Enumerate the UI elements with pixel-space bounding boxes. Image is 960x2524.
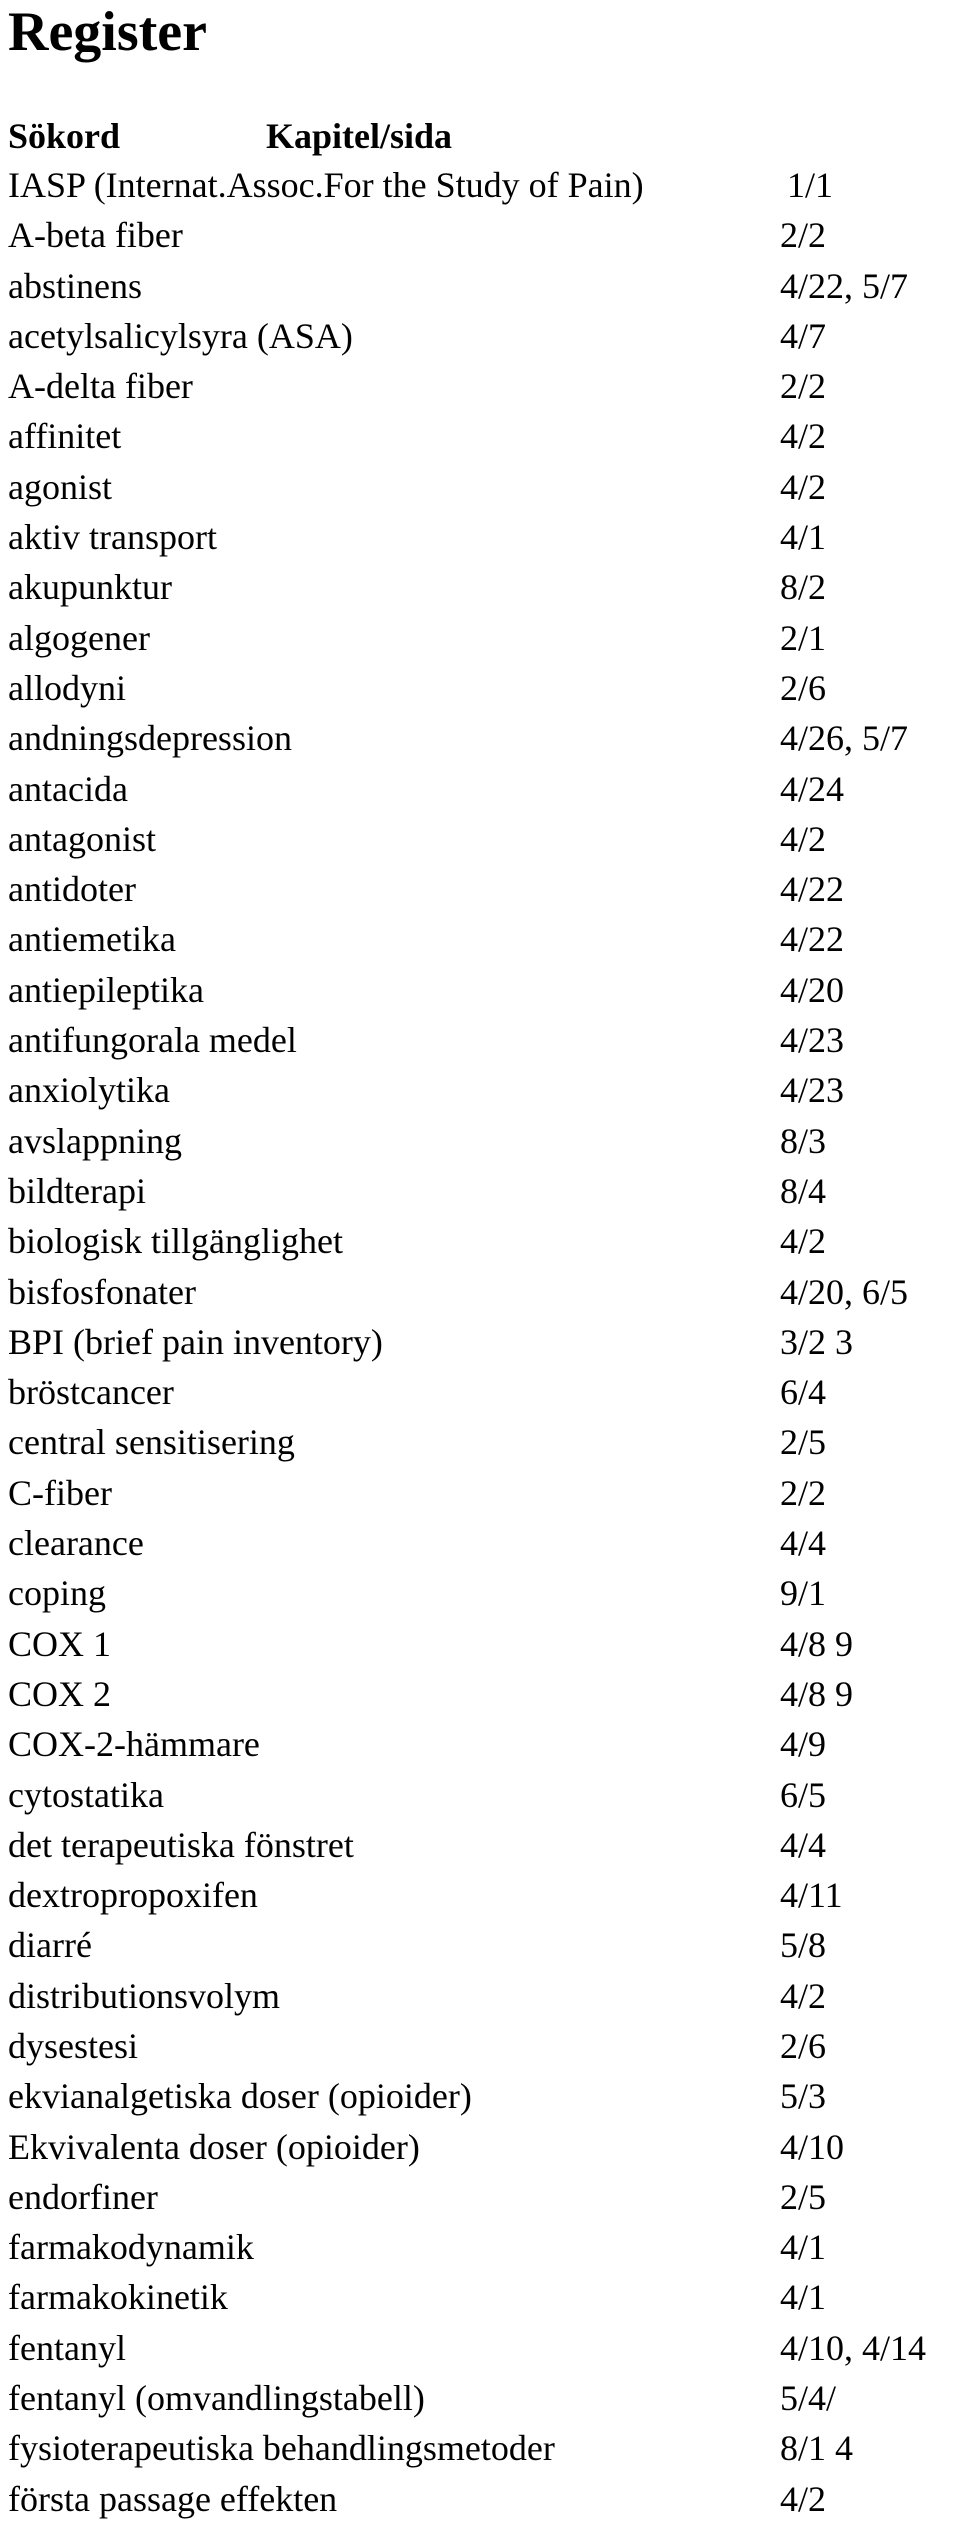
index-entry <box>8 814 958 864</box>
entry-chapter-page: 4/2 <box>780 416 827 457</box>
entry-term: fysioterapeutiska behandlingsmetoder <box>8 2428 555 2469</box>
index-entry <box>8 1971 958 2021</box>
index-entry <box>8 1920 958 1970</box>
entry-term: IASP (Internat.Assoc.For the Study of Pain) <box>8 165 644 205</box>
entry-chapter-page: 4/11 <box>780 1875 843 1916</box>
index-entry <box>8 663 958 713</box>
index-entry <box>8 1417 958 1467</box>
entry-term: första passage effekten <box>8 2478 338 2519</box>
index-entry <box>8 713 958 763</box>
entry-chapter-page: 4/10 <box>780 2126 845 2167</box>
entry-term: allodyni <box>8 667 126 708</box>
index-entry <box>8 1468 958 1518</box>
entry-chapter-page: 6/4 <box>780 1372 827 1413</box>
index-entry <box>8 2172 958 2222</box>
index-entry <box>8 311 958 361</box>
entry-term: central sensitisering <box>8 1422 295 1463</box>
entry-chapter-page: 8/1 4 <box>780 2428 854 2469</box>
index-entry <box>8 210 958 260</box>
entry-term: akupunktur <box>8 567 172 608</box>
index-entry <box>8 1317 958 1367</box>
entry-chapter-page: 4/4 <box>780 1824 827 1865</box>
index-entry <box>8 411 958 461</box>
entry-term: BPI (brief pain inventory) <box>8 1321 383 1362</box>
entry-chapter-page: 4/7 <box>780 315 827 356</box>
entry-chapter-page: 5/4/ <box>780 2378 837 2419</box>
entry-term: antifungorala medel <box>8 1020 297 1061</box>
entry-chapter-page: 4/2 <box>780 2478 827 2519</box>
entry-chapter-page: 8/4 <box>780 1170 827 1211</box>
index-entry <box>8 965 958 1015</box>
entry-chapter-page: 2/2 <box>780 1472 827 1513</box>
index-entry <box>8 1116 958 1166</box>
index-entry <box>8 1518 958 1568</box>
entry-term: andningsdepression <box>8 718 292 759</box>
index-entry <box>8 2373 958 2423</box>
entry-chapter-page: 6/5 <box>780 1774 827 1815</box>
entry-chapter-page: 4/24 <box>780 768 845 809</box>
index-entry <box>8 864 958 914</box>
index-entry <box>8 1216 958 1266</box>
entry-chapter-page: 3/2 3 <box>780 1321 854 1362</box>
entry-chapter-page: 4/1 <box>780 2277 827 2318</box>
index-entry <box>8 1820 958 1870</box>
index-entry <box>8 914 958 964</box>
entry-chapter-page: 4/2 <box>780 1221 827 1262</box>
entry-term: bisfosfonater <box>8 1271 196 1312</box>
entry-term: cytostatika <box>8 1774 164 1815</box>
index-entry <box>8 361 958 411</box>
entry-chapter-page: 5/3 <box>780 2076 827 2117</box>
entry-chapter-page: 4/2 <box>780 818 827 859</box>
entry-chapter-page: 4/2 <box>780 466 827 507</box>
entry-term: antidoter <box>8 869 136 910</box>
entry-chapter-page: 4/1 <box>780 2227 827 2268</box>
index-entry <box>8 2323 958 2373</box>
entry-term: farmakokinetik <box>8 2277 228 2318</box>
entry-term: COX 1 <box>8 1623 112 1664</box>
index-entry <box>8 261 958 311</box>
entry-term: clearance <box>8 1523 144 1564</box>
entry-term: aktiv transport <box>8 517 217 558</box>
entry-term: coping <box>8 1573 106 1614</box>
entry-term: endorfiner <box>8 2176 158 2217</box>
entry-term: Ekvivalenta doser (opioider) <box>8 2126 420 2167</box>
entry-chapter-page: 9/1 <box>780 1573 827 1614</box>
entry-term: affinitet <box>8 416 122 457</box>
entry-chapter-page: 4/2 <box>780 1975 827 2016</box>
entry-term: A-beta fiber <box>8 215 183 256</box>
entry-chapter-page: 1/1 <box>787 165 834 205</box>
entry-term: anxiolytika <box>8 1070 170 1111</box>
entry-chapter-page: 4/20 <box>780 969 845 1010</box>
index-entry <box>8 613 958 663</box>
entry-term: antiepileptika <box>8 969 204 1010</box>
entry-chapter-page: 2/5 <box>780 1422 827 1463</box>
entry-chapter-page: 4/4 <box>780 1523 827 1564</box>
entry-term: fentanyl (omvandlingstabell) <box>8 2378 425 2419</box>
entry-chapter-page: 8/2 <box>780 567 827 608</box>
entry-chapter-page: 4/22, 5/7 <box>780 265 909 306</box>
entry-term: farmakodynamik <box>8 2227 254 2268</box>
entry-chapter-page: 2/5 <box>780 2176 827 2217</box>
entry-term: A-delta fiber <box>8 366 193 407</box>
entry-term: diarré <box>8 1925 92 1966</box>
entry-term: COX 2 <box>8 1673 112 1714</box>
entry-term: antiemetika <box>8 919 176 960</box>
index-entry <box>8 1719 958 1769</box>
entry-term: acetylsalicylsyra (ASA) <box>8 315 353 356</box>
index-entry <box>8 764 958 814</box>
entry-term: biologisk tillgänglighet <box>8 1221 343 1262</box>
entry-term: abstinens <box>8 265 142 306</box>
entry-term: bröstcancer <box>8 1372 174 1413</box>
index-entry <box>8 1015 958 1065</box>
index-entry <box>8 1267 958 1317</box>
index-entry <box>8 2423 958 2473</box>
entry-chapter-page: 2/2 <box>780 215 827 256</box>
index-entry-list <box>8 160 958 2524</box>
entry-term: agonist <box>8 466 112 507</box>
entry-chapter-page: 4/9 <box>780 1724 827 1765</box>
entry-term: distributionsvolym <box>8 1975 281 2016</box>
entry-chapter-page: 4/22 <box>780 869 845 910</box>
entry-term: det terapeutiska fönstret <box>8 1824 354 1865</box>
index-entry <box>8 512 958 562</box>
entry-term: antacida <box>8 768 128 809</box>
entry-chapter-page: 4/20, 6/5 <box>780 1271 909 1312</box>
index-entry <box>8 2222 958 2272</box>
index-entry <box>8 1870 958 1920</box>
entry-term: antagonist <box>8 818 156 859</box>
index-entry <box>8 1065 958 1115</box>
entry-chapter-page: 4/8 9 <box>780 1673 854 1714</box>
index-entry <box>8 1367 958 1417</box>
index-entry <box>8 1568 958 1618</box>
entry-term: fentanyl <box>8 2327 126 2368</box>
index-entry <box>8 2272 958 2322</box>
entry-chapter-page: 2/2 <box>780 366 827 407</box>
entry-chapter-page: 4/23 <box>780 1070 845 1111</box>
entry-term: dysestesi <box>8 2025 138 2066</box>
header-chapter-page: Kapitel/sida <box>266 116 453 156</box>
index-entry <box>8 462 958 512</box>
entry-term: avslappning <box>8 1120 182 1161</box>
entry-chapter-page: 5/8 <box>780 1925 827 1966</box>
entry-chapter-page: 4/22 <box>780 919 845 960</box>
entry-chapter-page: 4/10, 4/14 <box>780 2327 927 2368</box>
entry-chapter-page: 8/3 <box>780 1120 827 1161</box>
index-entry <box>8 1166 958 1216</box>
index-entry <box>8 1669 958 1719</box>
index-entry <box>8 1770 958 1820</box>
index-entry <box>8 2021 958 2071</box>
entry-term: ekvianalgetiska doser (opioider) <box>8 2076 472 2117</box>
entry-term: bildterapi <box>8 1170 146 1211</box>
entry-chapter-page: 4/1 <box>780 517 827 558</box>
index-entry <box>8 562 958 612</box>
entry-chapter-page: 4/8 9 <box>780 1623 854 1664</box>
entry-term: C-fiber <box>8 1472 112 1513</box>
entry-term: dextropropoxifen <box>8 1875 258 1916</box>
entry-chapter-page: 4/23 <box>780 1020 845 1061</box>
entry-chapter-page: 4/26, 5/7 <box>780 718 909 759</box>
index-entry <box>8 2071 958 2121</box>
entry-term: algogener <box>8 617 150 658</box>
entry-chapter-page: 2/1 <box>780 617 827 658</box>
page-title: Register <box>8 1 208 63</box>
entry-chapter-page: 2/6 <box>780 2025 827 2066</box>
index-entry <box>8 1619 958 1669</box>
index-entry <box>8 160 958 210</box>
index-entry <box>8 2474 958 2524</box>
entry-chapter-page: 2/6 <box>780 667 827 708</box>
entry-term: COX-2-hämmare <box>8 1724 260 1765</box>
index-entry <box>8 2122 958 2172</box>
header-search-term: Sökord <box>8 116 121 156</box>
